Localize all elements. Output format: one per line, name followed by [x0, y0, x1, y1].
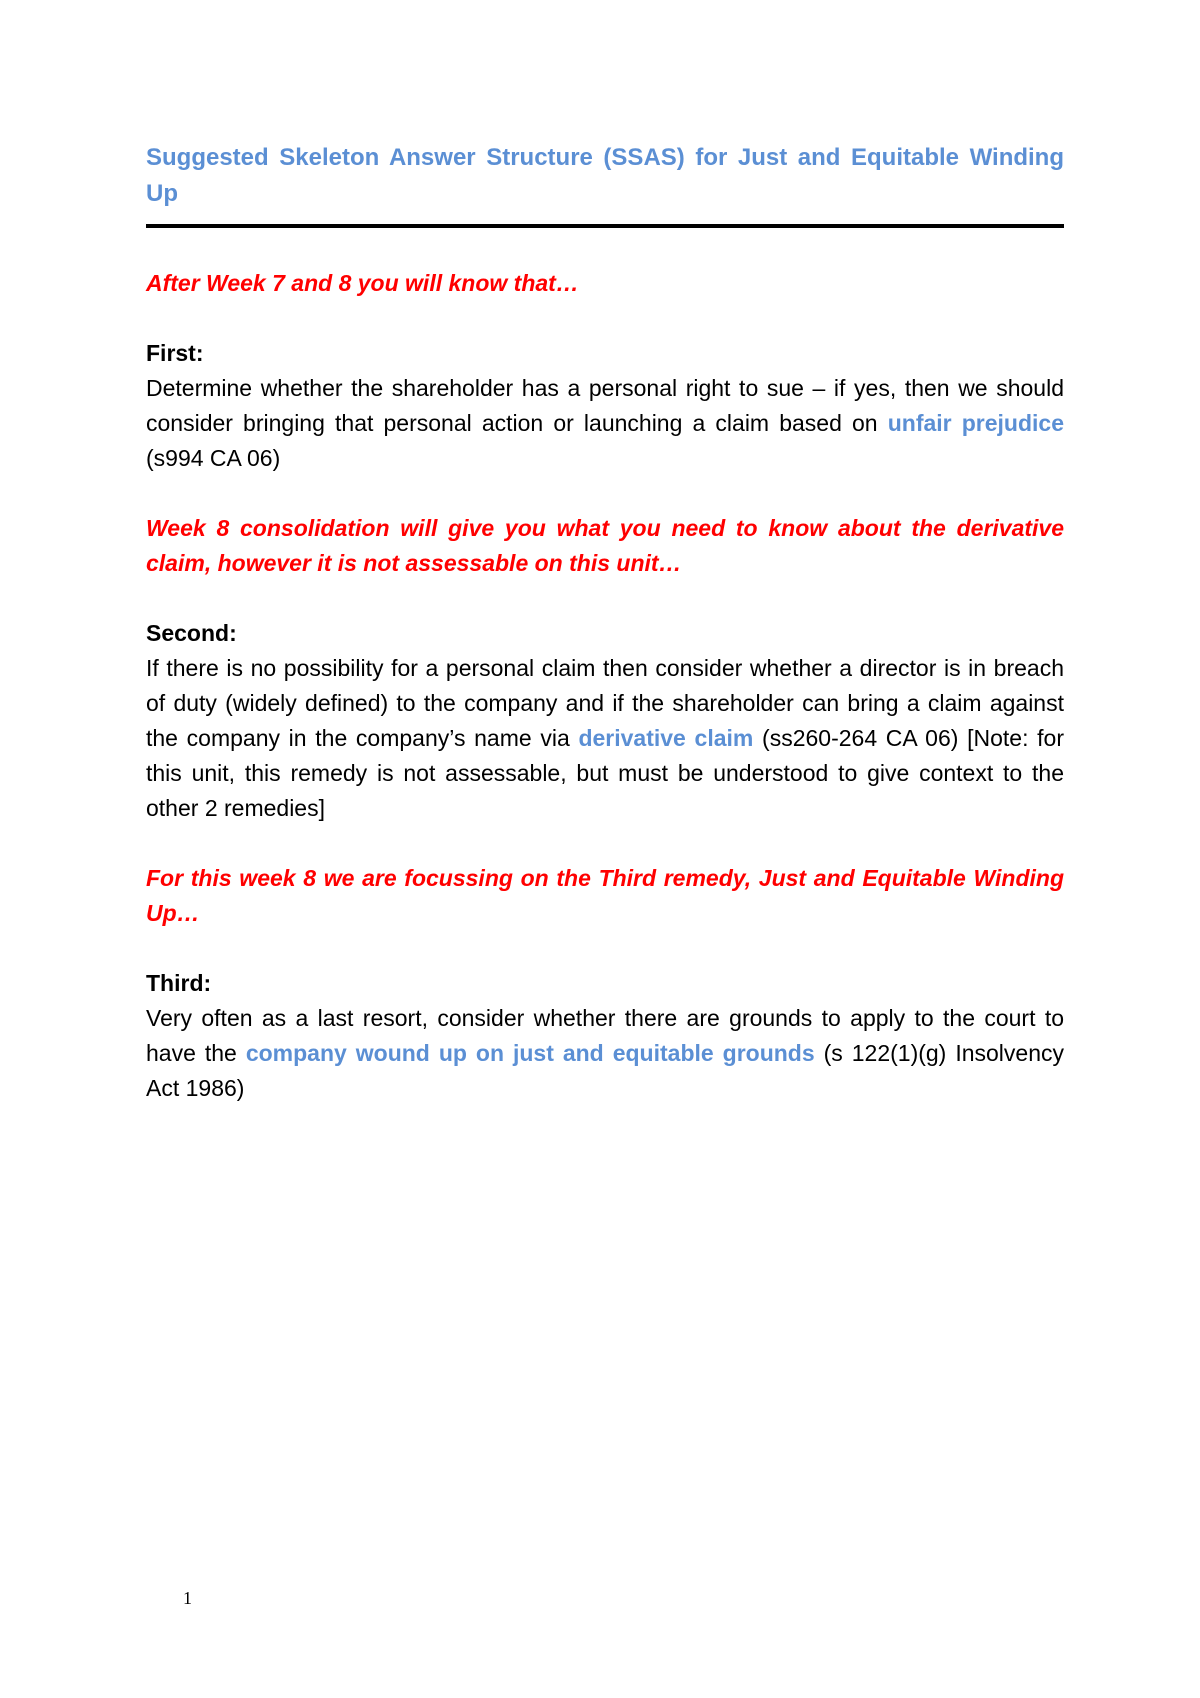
- document-page: [146, 140, 1064, 1106]
- second-label: Second:: [146, 620, 237, 646]
- intro-note: After Week 7 and 8 you will know that…: [146, 270, 579, 296]
- document-title: Suggested Skeleton Answer Structure (SSAS) for Just and Equitable Winding Up: [146, 144, 1064, 207]
- first-paragraph: [146, 371, 1064, 476]
- third-text-end: (s 122(1)(g) Insolvency Act 1986): [146, 1040, 1064, 1101]
- first-label: First:: [146, 340, 204, 366]
- unfair-prejudice-link[interactable]: unfair prejudice: [887, 410, 1064, 436]
- first-text-start: Determine whether the shareholder has a personal right to sue – if yes, then we should consider bringing that personal action or launching a claim based on: [146, 375, 1064, 436]
- week8-note: Week 8 consolidation will give you what you need to know about the derivative claim, however it is not assessable on this unit…: [146, 515, 1064, 576]
- third-label: Third:: [146, 970, 212, 996]
- third-text-start: Very often as a last resort, consider whether there are grounds to apply to the court to have the: [146, 1005, 1064, 1066]
- winding-up-link[interactable]: company wound up on just and equitable grounds: [245, 1040, 815, 1066]
- first-text-end: (s994 CA 06): [146, 445, 281, 471]
- focus-note: For this week 8 we are focussing on the Third remedy, Just and Equitable Winding Up…: [146, 865, 1064, 926]
- page-number: 1: [183, 1588, 192, 1608]
- derivative-claim-link[interactable]: derivative claim: [578, 725, 754, 751]
- third-paragraph: [146, 1001, 1064, 1106]
- second-text-start: If there is no possibility for a personal claim then consider whether a director is in breach of duty (widely defined) to the company and if the shareholder can bring a claim against the company in the company’s name via: [146, 655, 1064, 751]
- second-paragraph: [146, 651, 1064, 826]
- second-text-end: (ss260-264 CA 06) [Note: for this unit, this remedy is not assessable, but must be understood to give context to the other 2 remedies]: [146, 725, 1064, 821]
